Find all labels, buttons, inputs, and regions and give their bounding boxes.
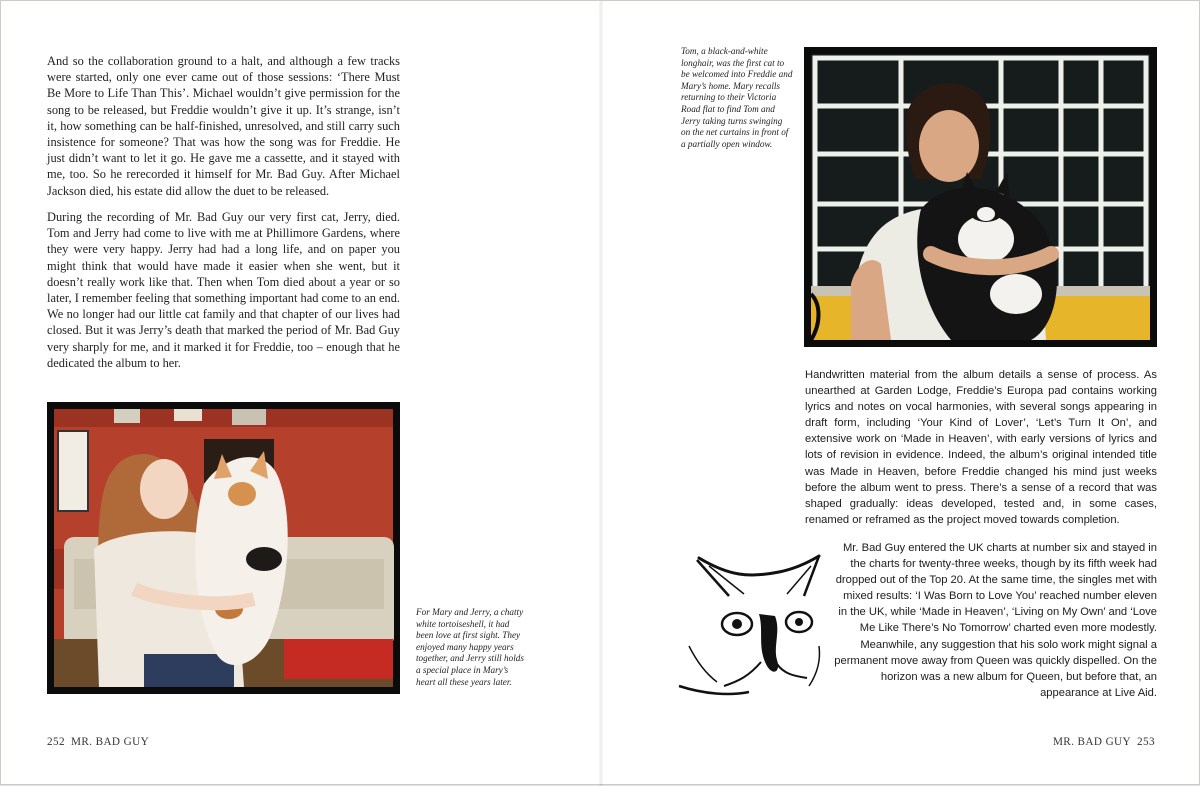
folio-left [47, 736, 149, 748]
body-paragraph-4 [805, 540, 1157, 701]
running-head-right: MR. BAD GUY [1052, 736, 1132, 748]
page-number-left: 252 [47, 736, 65, 748]
caption-mary-jerry: For Mary and Jerry, a chatty white tortoiseshell, it had been love at first sight. They enjoyed many happy years together, and Jerry still holds a special place in Mary’s heart all these years later. [416, 607, 524, 687]
body-paragraph-1: And so the collaboration ground to a halt, and although a few tracks were started, only one ever came out of those sessions: ‘There Must Be More to Life Than This’. Michael wouldn’t give permission for the song to be released, but Freddie wouldn’t give it up. It’s strange, isn’t it, how something can be half-finished, unresolved, and still carry such insistence for someone? That was how the song was for Freddie. He just didn’t want to let it go. He gave me a cassette, and it stayed with me, too. So he rerecorded it himself for Mr. Bad Guy. After Michael Jackson died, his estate did allow the duet to be released. [47, 54, 400, 198]
text-wrap-spacer [805, 540, 833, 700]
photo-mary-with-jerry [47, 402, 400, 694]
body-paragraph-2: During the recording of Mr. Bad Guy our very first cat, Jerry, died. Tom and Jerry had come to live with me at Phillimore Gardens, where they were very happy. Jerry had had a long life, and on paper you might think that would have made it easier when she went, but it doesn’t really work like that. Then when Tom died about a year or so later, I remember feeling that something important had come to an end. We no longer had our little cat family and that chapter of our lives had closed. But it was Jerry’s death that marked the period of Mr. Bad Guy very sharply for me, and it marked it for Freddie, too – enough that he dedicated the album to her. [47, 210, 400, 370]
book-gutter [599, 1, 603, 786]
running-head-left: MR. BAD GUY [70, 736, 150, 748]
body-paragraph-3: Handwritten material from the album details a sense of process. As unearthed at Garden Lodge, Freddie’s Europa pad contains working lyrics and notes on vocal harmonies, with several songs appearing in draft form, including ‘Your Kind of Lover’, ‘Let’s Turn It On’, and extensive work on ‘Made in Heaven’, with early versions of lyrics and lots of revision in evidence. Indeed, the album’s original intended title was Made in Heaven, before Freddie changed his mind just weeks before the album went to press. There’s a sense of a record that was shaped gradually: ideas developed, tested and, in some cases, renamed or reframed as the project moved towards completion. [805, 369, 1157, 526]
photo-freddie-with-tom [804, 47, 1157, 347]
folio-right [1053, 736, 1155, 748]
body-paragraph-4-text: Mr. Bad Guy entered the UK charts at number six and stayed in the charts for twenty-three weeks, though by its fifth week had dropped out of the Top 20. At the same time, the singles met with mixed results: ‘I Was Born to Love You’ reached number eleven in the UK, while ‘Made in Heaven’, ‘Living on My Own’ and ‘Love Me Like There’s No Tomorrow’ charted even more modestly. Meanwhile, any suggestion that his solo work might signal a permanent move away from Queen was quickly dispelled. On the horizon was a new album for Queen, but before that, an appearance at Live Aid. [834, 542, 1157, 699]
caption-tom: Tom, a black-and-white longhair, was the first cat to be welcomed into Freddie and Mary’s home. Mary recalls returning to their Victoria Road flat to find Tom and Jerry taking turns swinging on the net curtains in front of a partially open window. [681, 46, 793, 149]
page-number-right: 253 [1137, 736, 1155, 748]
